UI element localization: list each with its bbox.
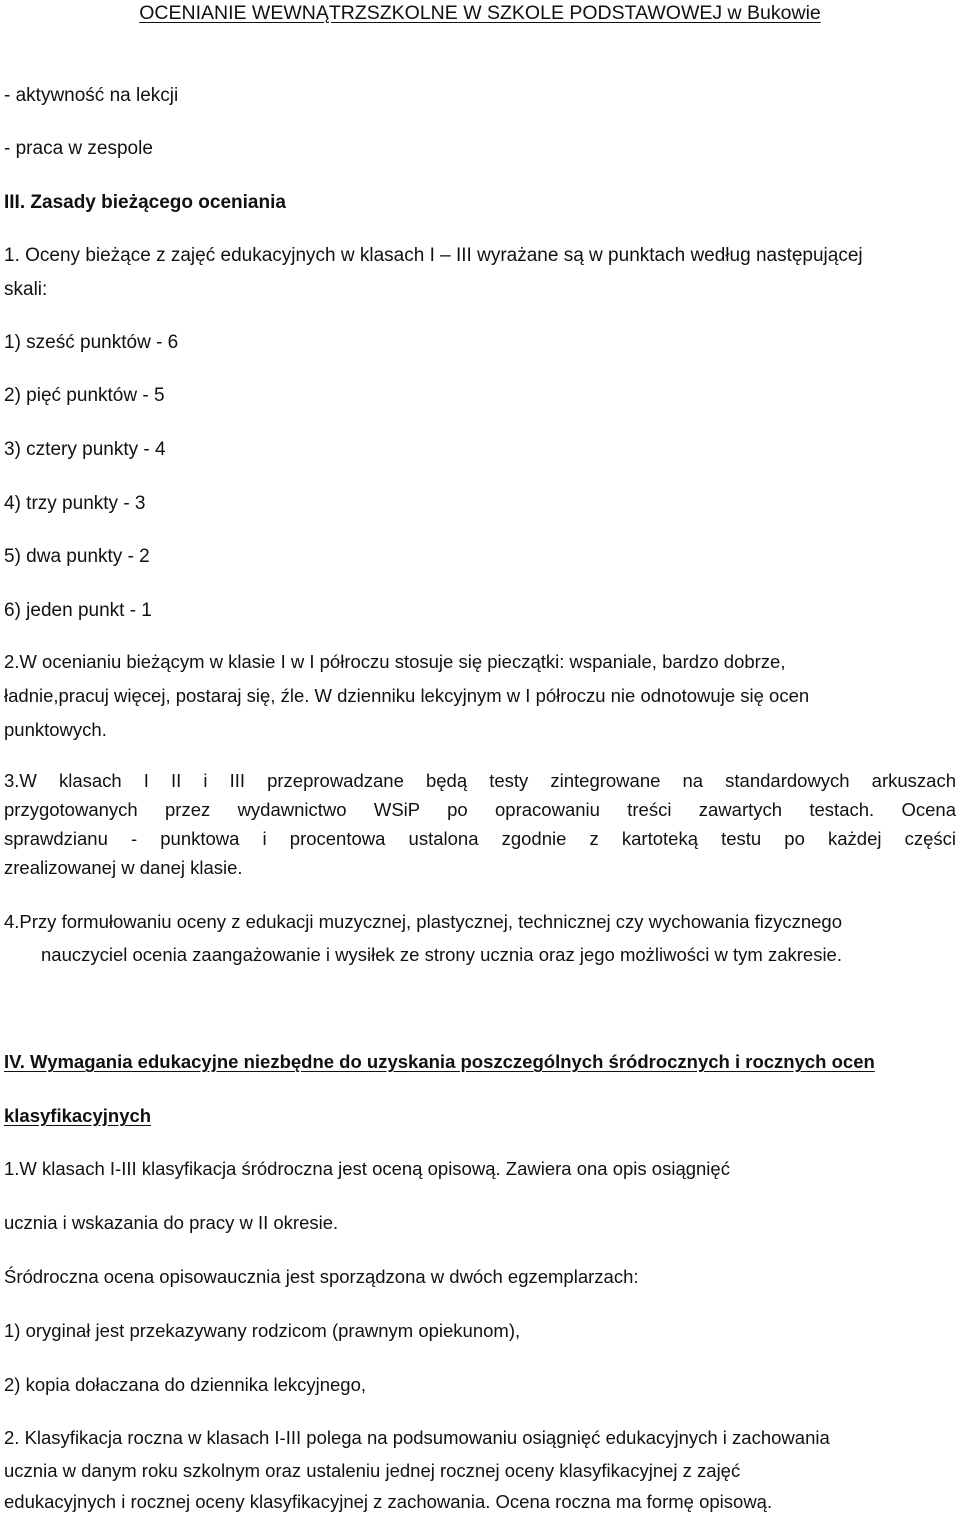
- scale-item: 6) jeden punkt - 1: [4, 600, 152, 621]
- paragraph-line: ucznia w danym roku szkolnym oraz ustaleniu jednej rocznej oceny klasyfikacyjnej z zajęć: [4, 1460, 741, 1481]
- header-title: OCENIANIE WEWNĄTRZSZKOLNE W SZKOLE PODSTAWOWEJ w Bukowie: [139, 2, 821, 24]
- section-heading: klasyfikacyjnych: [4, 1105, 152, 1126]
- list-item: 2) kopia dołaczana do dziennika lekcyjnego,: [4, 1374, 367, 1395]
- paragraph-line: zrealizowanej w danej klasie.: [4, 857, 243, 878]
- paragraph-line: przygotowanych przez wydawnictwo WSiP po opracowaniu treści zawartych testach. Ocena: [4, 799, 956, 820]
- paragraph-line: punktowych.: [4, 719, 107, 740]
- scale-item: 2) pięć punktów - 5: [4, 385, 165, 406]
- scale-item: 1) sześć punktów - 6: [4, 332, 179, 353]
- scale-item: 4) trzy punkty - 3: [4, 493, 146, 514]
- paragraph-line: 2.W ocenianiu bieżącym w klasie I w I półroczu stosuje się pieczątki: wspaniale, bardzo dobrze,: [4, 651, 786, 672]
- section-heading: III. Zasady bieżącego oceniania: [4, 192, 286, 213]
- paragraph-line: 2. Klasyfikacja roczna w klasach I-III polega na podsumowaniu osiągnięć edukacyjnych i zachowania: [4, 1427, 830, 1448]
- paragraph-line: ładnie,pracuj więcej, postaraj się, źle. W dzienniku lekcyjnym w I półroczu nie odnotowuje się ocen: [4, 685, 810, 706]
- paragraph-line: 3.W klasach I II i III przeprowadzane będą testy zintegrowane na standardowych arkuszach: [4, 770, 956, 791]
- list-item: 1) oryginał jest przekazywany rodzicom (prawnym opiekunom),: [4, 1320, 521, 1341]
- paragraph-line: Śródroczna ocena opisowaucznia jest sporządzona w dwóch egzemplarzach:: [4, 1266, 639, 1287]
- document-header: [0, 4, 960, 24]
- list-item: - praca w zespole: [4, 138, 153, 159]
- paragraph-line: ucznia i wskazania do pracy w II okresie.: [4, 1212, 339, 1233]
- paragraph-line: 4.Przy formułowaniu oceny z edukacji muzycznej, plastycznej, technicznej czy wychowania fizycznego: [4, 911, 843, 932]
- paragraph-line: 1. Oceny bieżące z zajęć edukacyjnych w klasach I – III wyrażane są w punktach według następującej: [4, 245, 863, 266]
- paragraph-line: nauczyciel ocenia zaangażowanie i wysiłek ze strony ucznia oraz jego możliwości w tym zakresie.: [41, 944, 842, 965]
- paragraph-line: 1.W klasach I-III klasyfikacja śródroczna jest oceną opisową. Zawiera ona opis osiągnięć: [4, 1158, 730, 1179]
- section-heading: IV. Wymagania edukacyjne niezbędne do uzyskania poszczególnych śródrocznych i rocznych ocen: [4, 1051, 875, 1072]
- list-item: - aktywność na lekcji: [4, 85, 179, 106]
- paragraph-line: skali:: [4, 279, 48, 300]
- scale-item: 5) dwa punkty - 2: [4, 546, 150, 567]
- paragraph-line: sprawdzianu - punktowa i procentowa ustalona zgodnie z kartoteką testu po każdej części: [4, 828, 956, 849]
- paragraph-line: edukacyjnych i rocznej oceny klasyfikacyjnej z zachowania. Ocena roczna ma formę opisową.: [4, 1491, 773, 1512]
- scale-item: 3) cztery punkty - 4: [4, 439, 166, 460]
